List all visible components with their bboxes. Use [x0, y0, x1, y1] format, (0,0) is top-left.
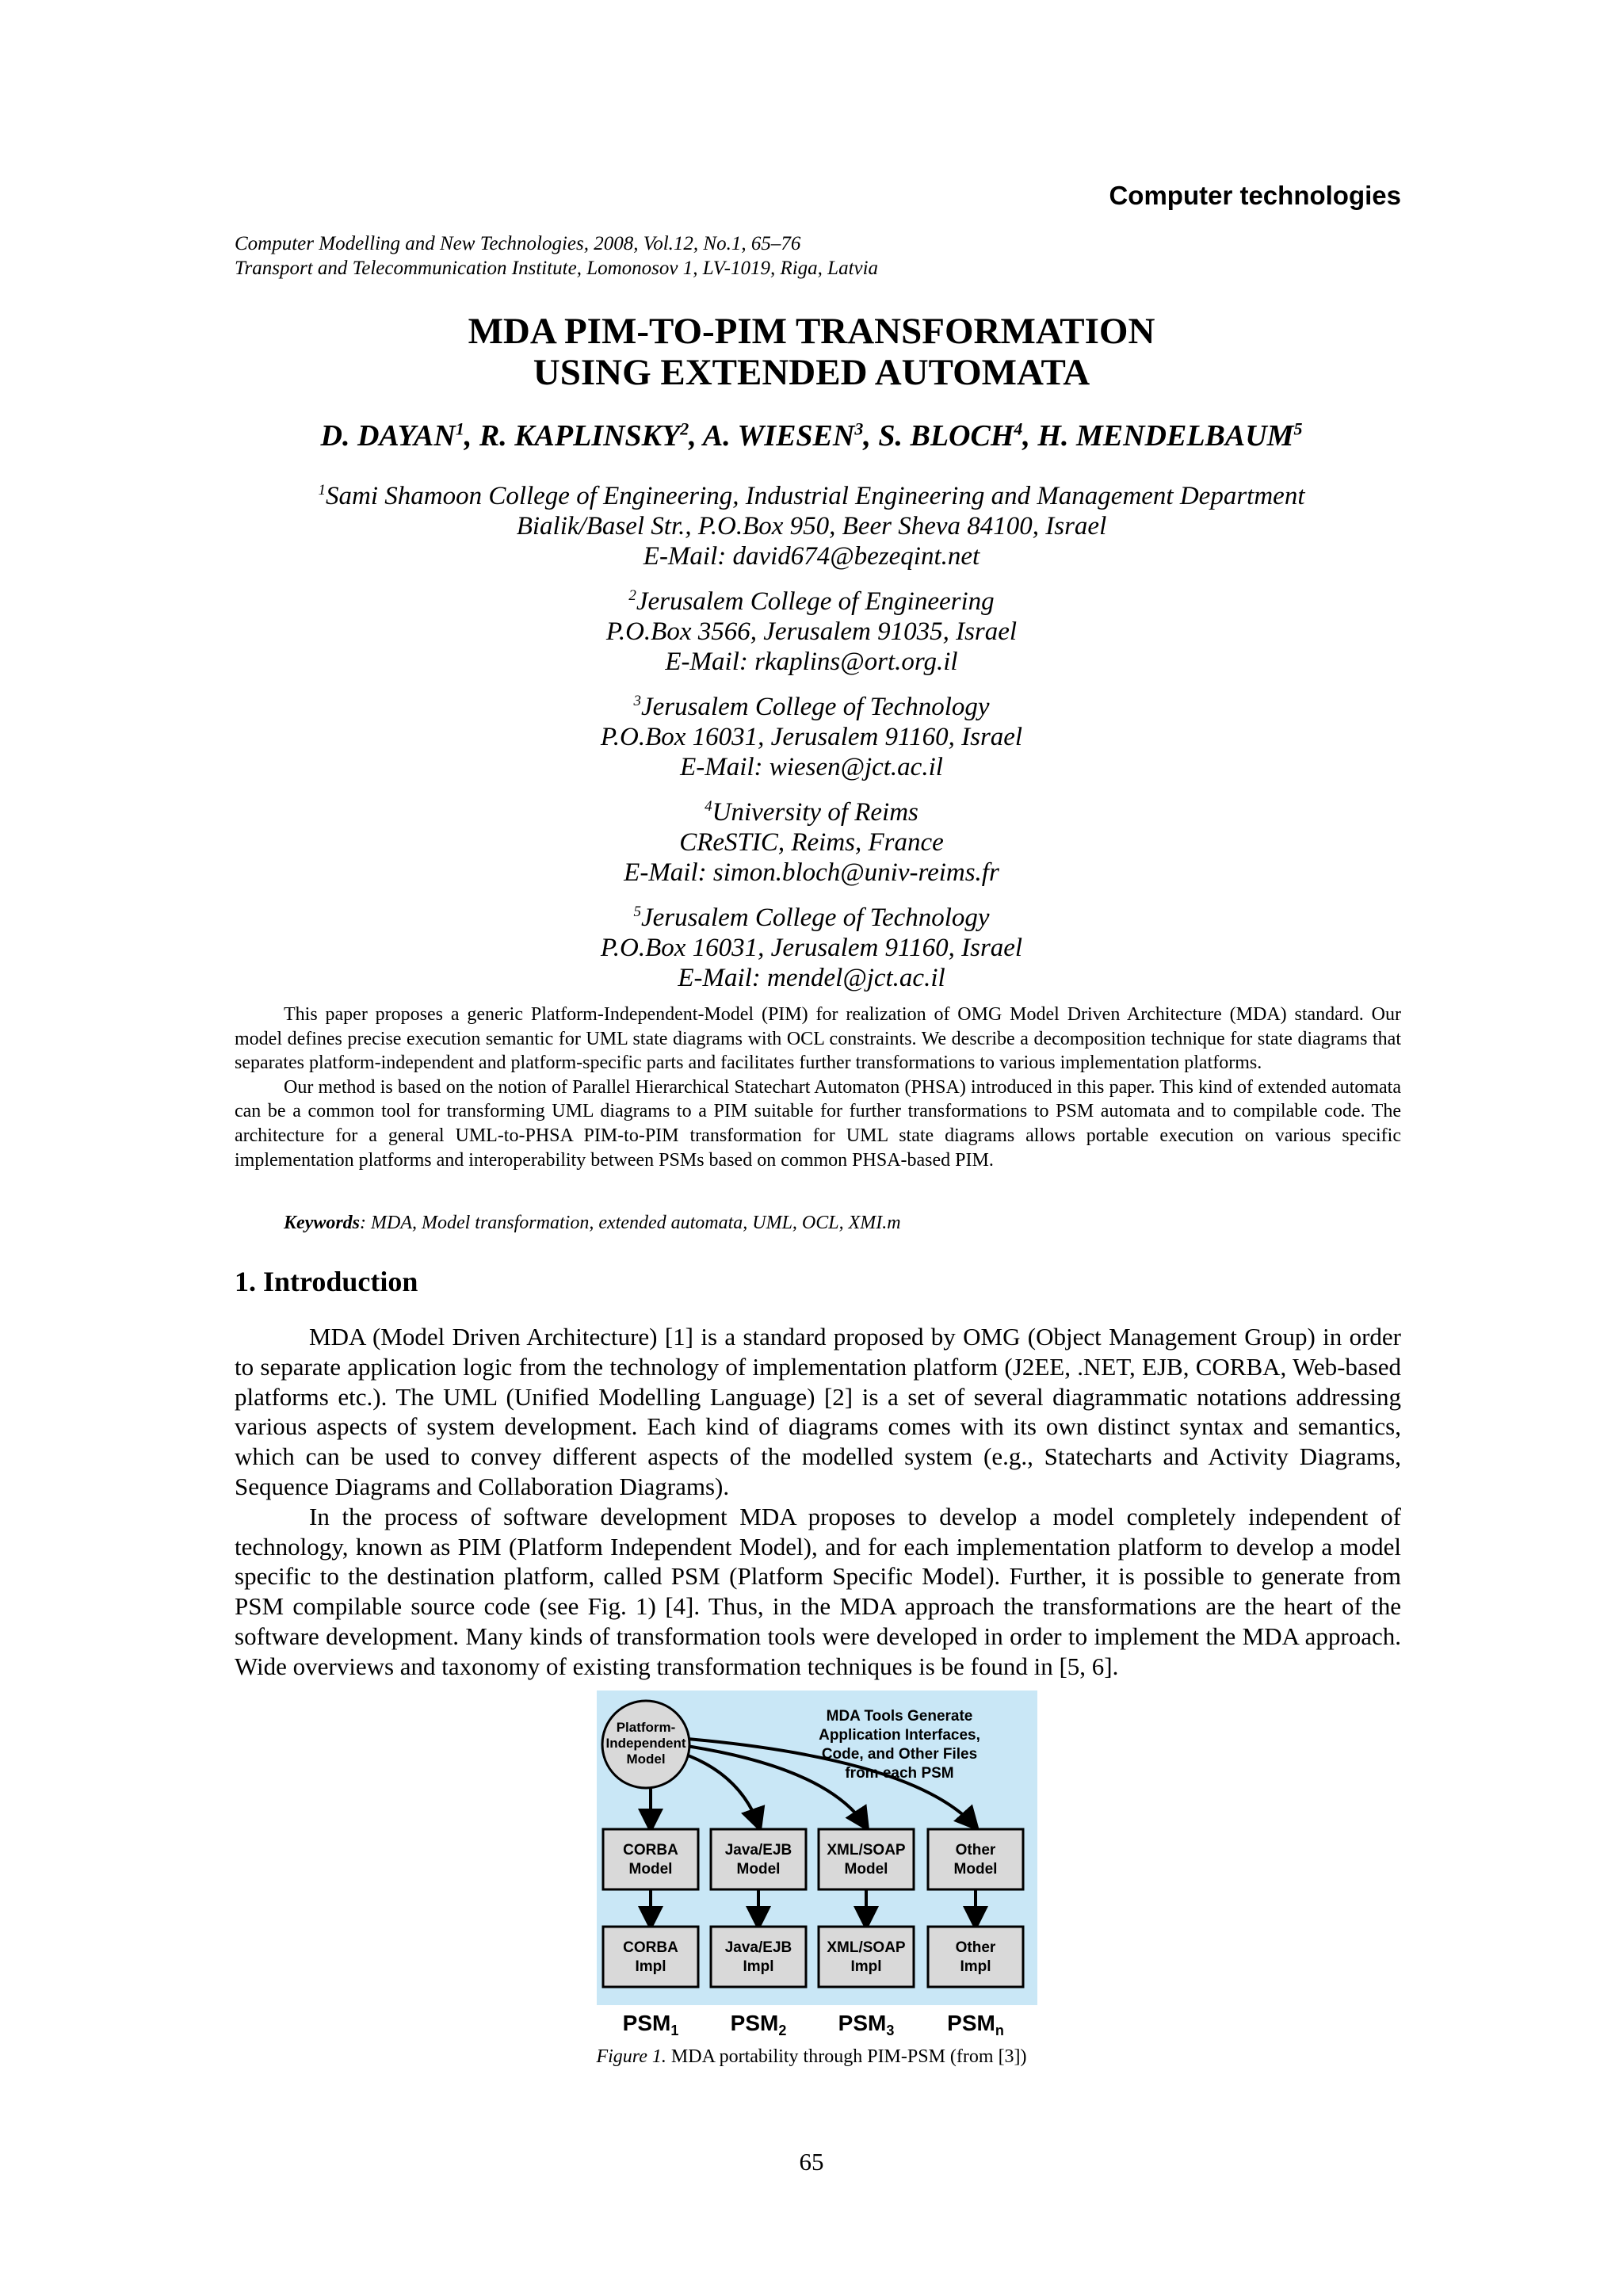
model-label-1: XML/SOAP: [827, 1842, 906, 1859]
model-box-corba: [603, 1829, 698, 1889]
model-label-2: Model: [628, 1861, 673, 1878]
model-box-javaejb: [711, 1829, 806, 1889]
caption-label: Figure 1.: [596, 2046, 666, 2067]
intro-paragraph-1: MDA (Model Driven Architecture) [1] is a standard proposed by OMG (Object Management Group) in order to separate application logic from the technology of implementation platform (J2EE, .NET, EJB, CORBA, Web-based platforms etc.). The UML (Unified Modelling Language) [2] is a set of several diagrammatic notations addressing various aspects of system development. Each kind of diagrams comes with its own distinct syntax and semantics, which can be used to convey different aspects of the modelled system (e.g., Statecharts and Activity Diagrams, Sequence Diagrams and Collaboration Diagrams).: [235, 1323, 1401, 1500]
author-affil-mark: 3: [854, 418, 864, 439]
section-label: Computer technologies: [1109, 181, 1401, 210]
figure-caption: [0, 2046, 1623, 2068]
affiliation-email: E-Mail: mendel@jct.ac.il: [678, 964, 945, 992]
model-label-1: Other: [955, 1842, 996, 1859]
author-affil-mark: 5: [1293, 418, 1303, 439]
affiliation-block: [0, 897, 1623, 993]
model-label-1: Java/EJB: [724, 1842, 792, 1859]
author-separator: ,: [464, 419, 479, 453]
psm-sub: 1: [670, 2023, 679, 2038]
author-list: [0, 418, 1623, 453]
section-heading: 1. Introduction: [235, 1266, 418, 1297]
introduction-body: [235, 1322, 1401, 1682]
abstract-paragraph-2: Our method is based on the notion of Parallel Hierarchical Statechart Automaton (PHSA) introduced in this paper. This kind of extended automata can be a common tool for transforming UML diagrams to a PIM suitable for further transformations to PSM automata and to compilable code. The architecture for a general UML-to-PHSA PIM-to-PIM transformation for UML state diagrams allows portable execution on various specific implementation platforms and interoperability between PSMs based on common PHSA-based PIM.: [235, 1076, 1401, 1171]
psm-base: PSM: [730, 2011, 779, 2035]
affiliation-mark: 2: [628, 587, 636, 604]
author-name: H. MENDELBAUM: [1037, 419, 1294, 453]
affiliations: [0, 476, 1623, 1003]
author-affil-mark: 4: [1014, 418, 1023, 439]
psm-label: [947, 2011, 1004, 2038]
psm-base: PSM: [947, 2011, 995, 2035]
psm-base: PSM: [838, 2011, 887, 2035]
affiliation-block: [0, 476, 1623, 571]
affiliation-name: Sami Shamoon College of Engineering, Industrial Engineering and Management Department: [325, 482, 1305, 510]
caption-text: MDA portability through PIM-PSM (from [3]): [666, 2046, 1027, 2067]
affiliation-email: E-Mail: wiesen@jct.ac.il: [680, 753, 943, 781]
psm-base: PSM: [622, 2011, 671, 2035]
impl-label-2: Impl: [743, 1958, 774, 1975]
title-line-1: MDA PIM-TO-PIM TRANSFORMATION: [468, 311, 1155, 352]
author-separator: ,: [863, 419, 879, 453]
affiliation-email: E-Mail: simon.bloch@univ-reims.fr: [624, 858, 999, 887]
psm-sub: n: [995, 2023, 1004, 2038]
impl-label-1: Other: [955, 1939, 996, 1956]
affiliation-name: University of Reims: [712, 798, 918, 827]
model-label-2: Model: [953, 1861, 998, 1878]
affiliation-name-line: [0, 792, 1623, 827]
affiliation-address: Bialik/Basel Str., P.O.Box 950, Beer Sheva 84100, Israel: [516, 512, 1107, 541]
journal-line-1: Computer Modelling and New Technologies, 2008, Vol.12, No.1, 65–76: [235, 233, 801, 254]
journal-info: [235, 231, 878, 281]
affiliation-email: E-Mail: david674@bezeqint.net: [643, 542, 980, 571]
psm-sub: 3: [886, 2023, 895, 2038]
model-label-2: Model: [844, 1861, 888, 1878]
affiliation-name: Jerusalem College of Technology: [640, 693, 990, 721]
keywords: [284, 1213, 901, 1234]
note-line-2: Application Interfaces,: [819, 1727, 980, 1744]
affiliation-mark: 3: [633, 693, 641, 709]
author-separator: ,: [1022, 419, 1038, 453]
author-separator: ,: [689, 419, 703, 453]
affiliation-email: E-Mail: rkaplins@ort.org.il: [665, 648, 958, 676]
impl-label-1: CORBA: [623, 1939, 678, 1956]
psm-label: [838, 2011, 895, 2038]
impl-box-xmlsoap: [819, 1927, 914, 1987]
note-line-3: Code, and Other Files: [821, 1746, 978, 1763]
affiliation-address: P.O.Box 16031, Jerusalem 91160, Israel: [600, 723, 1023, 751]
impl-label-1: XML/SOAP: [827, 1939, 906, 1956]
author-affil-mark: 2: [680, 418, 689, 439]
pim-label-3: Model: [626, 1752, 666, 1767]
affiliation-name-line: [0, 581, 1623, 617]
affiliation-name: Jerusalem College of Engineering: [636, 587, 995, 616]
keywords-text: : MDA, Model transformation, extended automata, UML, OCL, XMI.m: [360, 1213, 901, 1233]
abstract-paragraph-1: This paper proposes a generic Platform-Independent-Model (PIM) for realization of OMG Model Driven Architecture (MDA) standard. Our model defines precise execution semantic for UML state diagrams with OCL constraints. We describe a decomposition technique for state diagrams that separates platform-independent and platform-specific parts and facilitates further transformations to various implementation platforms.: [235, 1004, 1401, 1074]
note-line-1: MDA Tools Generate: [826, 1708, 973, 1725]
model-label-2: Model: [736, 1861, 781, 1878]
affiliation-mark: 5: [633, 904, 641, 920]
affiliation-address: CReSTIC, Reims, France: [679, 828, 944, 857]
paper-title: [0, 311, 1623, 393]
mda-diagram: [597, 1690, 1037, 2005]
abstract: [235, 1003, 1401, 1172]
model-box-xmlsoap: [819, 1829, 914, 1889]
author-name: A. WIESEN: [702, 419, 855, 453]
model-box-other: [928, 1829, 1023, 1889]
pim-label-2: Independent: [605, 1736, 686, 1751]
impl-label-2: Impl: [850, 1958, 882, 1975]
affiliation-mark: 4: [705, 798, 712, 815]
impl-box-other: [928, 1927, 1023, 1987]
affiliation-address: P.O.Box 3566, Jerusalem 91035, Israel: [605, 617, 1018, 646]
journal-line-2: Transport and Telecommunication Institute, Lomonosov 1, LV-1019, Riga, Latvia: [235, 258, 879, 279]
affiliation-address: P.O.Box 16031, Jerusalem 91160, Israel: [600, 934, 1023, 962]
author-name: R. KAPLINSKY: [479, 419, 681, 453]
figure-1: [597, 1690, 1037, 2005]
pim-label-1: Platform-: [616, 1720, 676, 1735]
psm-label: [731, 2011, 787, 2038]
page-number: 65: [799, 2148, 824, 2176]
author-name: D. DAYAN: [320, 419, 456, 453]
affiliation-block: [0, 686, 1623, 782]
impl-label-2: Impl: [960, 1958, 991, 1975]
impl-label-2: Impl: [635, 1958, 666, 1975]
impl-box-corba: [603, 1927, 698, 1987]
psm-sub: 2: [778, 2023, 787, 2038]
affiliation-mark: 1: [318, 482, 326, 499]
affiliation-name: Jerusalem College of Technology: [640, 904, 990, 932]
intro-paragraph-2: In the process of software development MDA proposes to develop a model completely independent of technology, known as PIM (Platform Independent Model), and for each implementation platform to develop a model specific to the destination platform, called PSM (Platform Specific Model). Further, it is possible to generate from PSM compilable source code (see Fig. 1) [4]. Thus, in the MDA approach the transformations are the heart of the software development. Many kinds of transformation tools were developed in order to implement the MDA approach. Wide overviews and taxonomy of existing transformation techniques is be found in [5, 6].: [235, 1502, 1401, 1680]
author-name: S. BLOCH: [878, 419, 1014, 453]
keywords-label: Keywords: [284, 1213, 360, 1233]
author-affil-mark: 1: [455, 418, 464, 439]
affiliation-name-line: [0, 897, 1623, 933]
psm-labels: [597, 2005, 1037, 2042]
impl-box-javaejb: [711, 1927, 806, 1987]
impl-label-1: Java/EJB: [724, 1939, 792, 1956]
affiliation-block: [0, 581, 1623, 677]
affiliation-name-line: [0, 476, 1623, 511]
psm-label: [623, 2011, 679, 2038]
model-label-1: CORBA: [623, 1842, 678, 1859]
affiliation-block: [0, 792, 1623, 888]
note-line-4: from each PSM: [845, 1765, 954, 1782]
title-line-2: USING EXTENDED AUTOMATA: [533, 352, 1090, 393]
affiliation-name-line: [0, 686, 1623, 722]
